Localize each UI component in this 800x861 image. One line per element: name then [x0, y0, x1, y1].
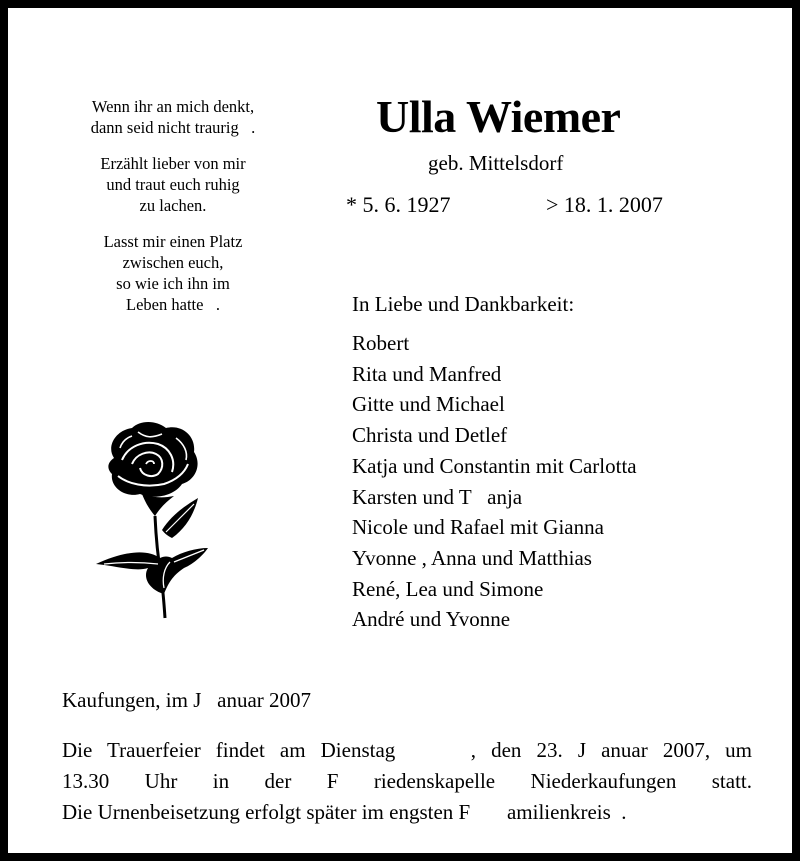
poem-line: Leben hatte .: [126, 295, 220, 314]
notice-line: 13.30 Uhr in der F riedenskapelle Niederkaufungen statt.: [62, 769, 752, 793]
mourner-entry: Robert: [352, 331, 410, 355]
poem-line: und traut euch ruhig: [106, 175, 240, 194]
poem-line: dann seid nicht traurig .: [90, 118, 256, 137]
mourner-entry: Katja und Constantin mit Carlotta: [352, 453, 637, 478]
poem: [48, 96, 298, 330]
notice-line: Die Trauerfeier findet am Dienstag , den 23. J anuar 2007, um: [62, 738, 752, 762]
poem-stanza-2: [48, 153, 298, 216]
notice-line: Die Urnenbeisetzung erfolgt später im engsten F amilienkreis .: [62, 800, 627, 824]
poem-line: so wie ich ihn im: [116, 274, 230, 293]
poem-line: Lasst mir einen Platz: [103, 232, 243, 251]
mourners-list: [352, 328, 637, 635]
rose-icon: [92, 418, 212, 628]
poem-stanza-1: [48, 96, 298, 138]
mourner-entry: Christa und Detlef: [352, 423, 508, 448]
place-and-date: Kaufungen, im J anuar 2007: [62, 688, 312, 712]
poem-line: zu lachen.: [139, 196, 207, 215]
deceased-name: Ulla Wiemer: [376, 91, 621, 142]
poem-line: Wenn ihr an mich denkt,: [91, 97, 255, 116]
funeral-notice: [62, 735, 752, 828]
poem-line: zwischen euch,: [122, 253, 224, 272]
mourner-entry: Nicole und Rafael mit Gianna: [352, 515, 604, 540]
mourner-entry: Gitte und Michael: [352, 392, 505, 417]
mourner-entry: Yvonne , Anna und Matthias: [352, 545, 592, 570]
mourner-entry: Karsten und T anja: [352, 484, 523, 509]
mourner-entry: André und Yvonne: [352, 607, 511, 632]
poem-line: Erzählt lieber von mir: [100, 154, 246, 173]
birth-date: * 5. 6. 1927: [346, 192, 451, 217]
death-date: > 18. 1. 2007: [546, 192, 663, 217]
poem-stanza-3: [48, 231, 298, 315]
maiden-name: geb. Mittelsdorf: [428, 151, 564, 175]
mourner-entry: René, Lea und Simone: [352, 576, 544, 601]
mourner-entry: Rita und Manfred: [352, 361, 502, 386]
thanks-heading: In Liebe und Dankbarkeit:: [352, 292, 575, 316]
